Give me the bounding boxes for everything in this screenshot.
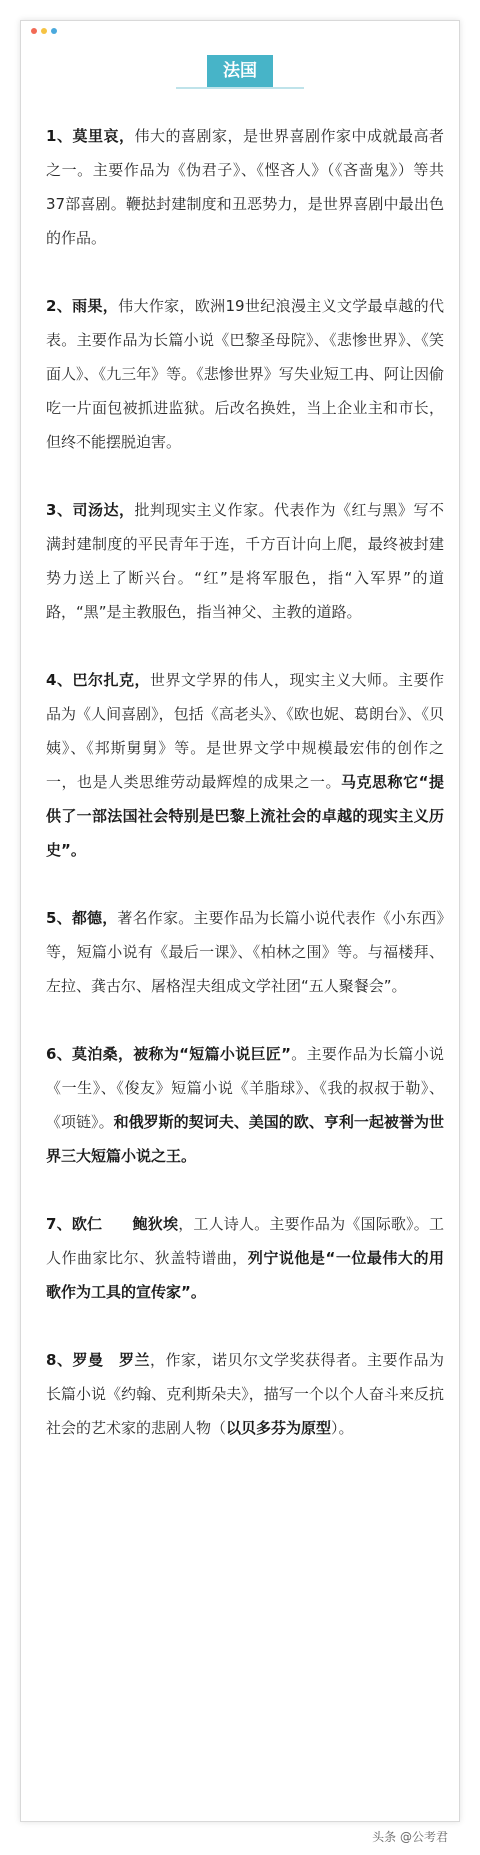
article-card — [20, 20, 460, 1822]
bold-text: 3、司汤达， — [46, 501, 135, 519]
body-text: 伟大的喜剧家，是世界喜剧作家中成就最高者之一。主要作品为《伪君子》、《悭吝人》（《吝啬鬼》）等共37部喜剧。鞭挞封建制度和丑恶势力，是世界喜剧中最出色的作品。 — [46, 127, 444, 247]
section-title: 法国 — [207, 55, 273, 87]
bold-text: 7、欧仁 鲍狄埃 — [46, 1215, 179, 1233]
yellow-dot-icon — [41, 28, 47, 34]
watermark-text: 头条 @公考君 — [372, 1830, 448, 1844]
section-header — [21, 49, 459, 99]
bold-text: 1、莫里哀， — [46, 127, 135, 145]
paragraph-6 — [46, 1037, 444, 1173]
body-text: ，作家，诺贝尔文学奖获得者。主要作品为长篇小说《约翰、克利斯朵夫》，描写一个以个人奋斗来反抗社会的艺术家的悲剧人物（ — [46, 1351, 444, 1437]
paragraph-4 — [46, 663, 444, 867]
body-text: 著名作家。主要作品为长篇小说代表作《小东西》等，短篇小说有《最后一课》、《柏林之围》等。与福楼拜、左拉、龚古尔、屠格涅夫组成文学社团“五人聚餐会”。 — [46, 909, 445, 995]
article-content — [46, 119, 444, 1445]
body-text: 。主要作品为长篇小说《一生》、《俊友》短篇小说《羊脂球》、《我的叔叔于勒》、《项链》。 — [46, 1045, 444, 1131]
paragraph-5 — [46, 901, 444, 1003]
red-dot-icon — [31, 28, 37, 34]
bold-text: 5、都德， — [46, 909, 118, 927]
body-text: 伟大作家，欧洲19世纪浪漫主义文学最卓越的代表。主要作品为长篇小说《巴黎圣母院》、《悲惨世界》、《笑面人》、《九三年》等。《悲惨世界》写失业短工冉、阿让因偷吃一片面包被抓进监狱。后改名换姓，当上企业主和市长，但终不能摆脱迫害。 — [46, 297, 445, 451]
bold-text: 2、雨果， — [46, 297, 119, 315]
title-underline — [176, 87, 304, 89]
body-text: ）。 — [331, 1419, 354, 1437]
blue-dot-icon — [51, 28, 57, 34]
body-text: 世界文学界的伟人，现实主义大师。主要作品为《人间喜剧》，包括《高老头》、《欧也妮、葛朗台》、《贝姨》、《邦斯舅舅》等。是世界文学中规模最宏伟的创作之一，也是人类思维劳动最辉煌的成果之一。 — [46, 671, 444, 791]
bold-text: 和俄罗斯的契诃夫、美国的欧、亨利一起被誉为世界三大短篇小说之王。 — [46, 1113, 444, 1165]
bold-text: 列宁说他是“一位最伟大的用歌作为工具的宣传家”。 — [46, 1249, 444, 1301]
paragraph-2 — [46, 289, 444, 459]
window-dots — [31, 28, 57, 34]
bold-text: 4、巴尔扎克， — [46, 671, 150, 689]
paragraph-8 — [46, 1343, 444, 1445]
paragraph-3 — [46, 493, 444, 629]
body-text: ，工人诗人。主要作品为《国际歌》。工人作曲家比尔、狄盖特谱曲， — [46, 1215, 444, 1267]
bold-text: 马克思称它“提供了一部法国社会特别是巴黎上流社会的卓越的现实主义历史”。 — [46, 773, 444, 859]
bold-text: 以贝多芬为原型 — [226, 1419, 332, 1437]
bold-text: 6、莫泊桑，被称为“短篇小说巨匠” — [46, 1045, 291, 1063]
paragraph-7 — [46, 1207, 444, 1309]
paragraph-1 — [46, 119, 444, 255]
watermark — [372, 1828, 448, 1845]
body-text: 批判现实主义作家。代表作为《红与黑》写不满封建制度的平民青年于连，千方百计向上爬，最终被封建势力送上了断兴台。“红”是将军服色，指“入军界”的道路，“黑”是主教服色，指当神父、主教的道路。 — [46, 501, 444, 621]
bold-text: 8、罗曼 罗兰 — [46, 1351, 150, 1369]
